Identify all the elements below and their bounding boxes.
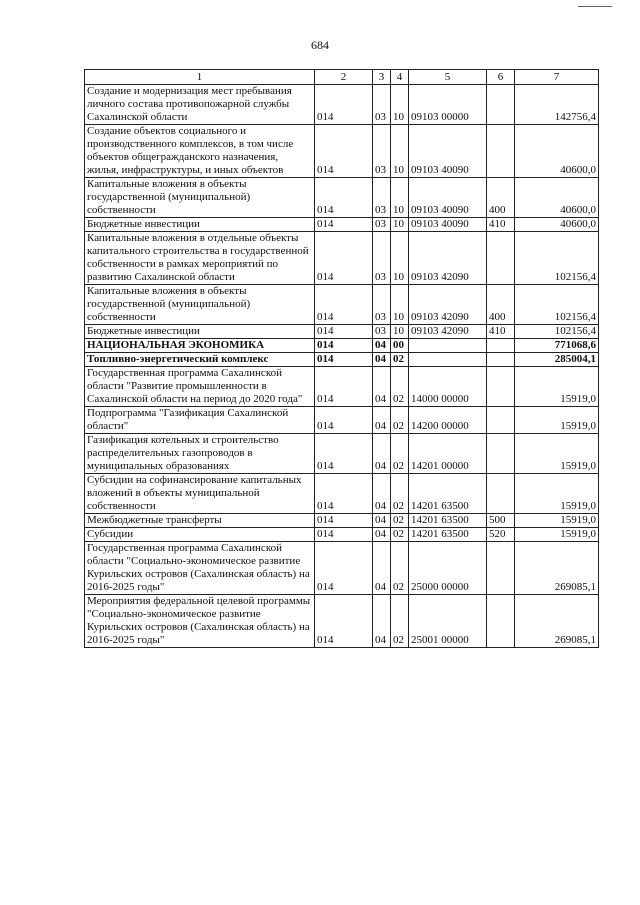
table-row	[85, 325, 599, 339]
row-code-target: 14201 63500	[409, 474, 487, 514]
row-name: Межбюджетные трансферты	[85, 514, 315, 528]
row-code-target: 25001 00000	[409, 595, 487, 648]
row-code-subsection: 10	[391, 125, 409, 178]
row-code-type: 400	[487, 285, 515, 325]
row-code-type: 410	[487, 325, 515, 339]
row-code-admin: 014	[315, 474, 373, 514]
row-code-admin: 014	[315, 85, 373, 125]
row-code-section: 04	[373, 595, 391, 648]
row-code-target: 09103 00000	[409, 85, 487, 125]
row-code-subsection: 10	[391, 178, 409, 218]
table-row	[85, 339, 599, 353]
row-code-subsection: 10	[391, 325, 409, 339]
row-name: НАЦИОНАЛЬНАЯ ЭКОНОМИКА	[85, 339, 315, 353]
row-code-admin: 014	[315, 407, 373, 434]
row-code-section: 03	[373, 232, 391, 285]
row-code-target: 25000 00000	[409, 542, 487, 595]
row-code-admin: 014	[315, 339, 373, 353]
row-code-admin: 014	[315, 514, 373, 528]
row-code-type	[487, 595, 515, 648]
row-code-type	[487, 125, 515, 178]
row-name: Субсидии	[85, 528, 315, 542]
row-code-section: 03	[373, 285, 391, 325]
row-name: Бюджетные инвестиции	[85, 218, 315, 232]
row-code-admin: 014	[315, 178, 373, 218]
table-row	[85, 85, 599, 125]
row-name: Топливно-энергетический комплекс	[85, 353, 315, 367]
row-code-subsection: 02	[391, 407, 409, 434]
row-name: Государственная программа Сахалинской области "Социально-экономическое развитие Курильских островов (Сахалинская область) на 2016-2025 годы"	[85, 542, 315, 595]
row-name: Государственная программа Сахалинской области "Развитие промышленности в Сахалинской области на период до 2020 года"	[85, 367, 315, 407]
row-code-target: 09103 42090	[409, 232, 487, 285]
row-code-section: 03	[373, 85, 391, 125]
table-row	[85, 218, 599, 232]
row-code-subsection: 02	[391, 514, 409, 528]
row-code-subsection: 02	[391, 367, 409, 407]
row-code-subsection: 10	[391, 218, 409, 232]
row-code-subsection: 00	[391, 339, 409, 353]
table-row	[85, 595, 599, 648]
row-code-admin: 014	[315, 125, 373, 178]
row-code-section: 03	[373, 125, 391, 178]
col-header-7: 7	[515, 70, 599, 85]
row-code-target: 14201 63500	[409, 514, 487, 528]
row-code-type: 400	[487, 178, 515, 218]
row-name: Субсидии на софинансирование капитальных вложений в объекты муниципальной собственности	[85, 474, 315, 514]
budget-table	[84, 69, 599, 648]
table-row	[85, 542, 599, 595]
table-row	[85, 514, 599, 528]
row-code-type	[487, 474, 515, 514]
table-row	[85, 434, 599, 474]
table-row	[85, 528, 599, 542]
row-code-admin: 014	[315, 232, 373, 285]
row-code-target: 14000 00000	[409, 367, 487, 407]
row-code-admin: 014	[315, 367, 373, 407]
table-row	[85, 285, 599, 325]
row-code-target: 09103 40090	[409, 218, 487, 232]
row-code-admin: 014	[315, 434, 373, 474]
row-code-admin: 014	[315, 542, 373, 595]
row-code-subsection: 10	[391, 285, 409, 325]
row-amount: 15919,0	[515, 474, 599, 514]
row-amount: 40600,0	[515, 218, 599, 232]
row-code-section: 03	[373, 325, 391, 339]
row-code-subsection: 02	[391, 542, 409, 595]
col-header-4: 4	[391, 70, 409, 85]
row-code-admin: 014	[315, 325, 373, 339]
row-code-section: 04	[373, 434, 391, 474]
row-code-section: 04	[373, 542, 391, 595]
row-code-section: 04	[373, 339, 391, 353]
row-code-target: 09103 40090	[409, 125, 487, 178]
row-code-target: 09103 42090	[409, 285, 487, 325]
row-name: Мероприятия федеральной целевой программы "Социально-экономическое развитие Курильских островов (Сахалинская область) на 2016-2025 годы"	[85, 595, 315, 648]
row-amount: 269085,1	[515, 542, 599, 595]
row-code-type: 500	[487, 514, 515, 528]
row-amount: 142756,4	[515, 85, 599, 125]
row-amount: 15919,0	[515, 514, 599, 528]
row-amount: 15919,0	[515, 367, 599, 407]
row-code-subsection: 02	[391, 595, 409, 648]
row-code-admin: 014	[315, 528, 373, 542]
row-code-type	[487, 407, 515, 434]
row-code-admin: 014	[315, 595, 373, 648]
row-code-subsection: 02	[391, 353, 409, 367]
table-row	[85, 232, 599, 285]
row-code-target: 09103 42090	[409, 325, 487, 339]
col-header-1: 1	[85, 70, 315, 85]
table-row	[85, 474, 599, 514]
row-name: Бюджетные инвестиции	[85, 325, 315, 339]
row-amount: 15919,0	[515, 528, 599, 542]
page-number: 684	[311, 38, 329, 52]
row-code-admin: 014	[315, 285, 373, 325]
row-name: Капитальные вложения в объекты государственной (муниципальной) собственности	[85, 178, 315, 218]
row-name: Создание объектов социального и производственного комплексов, в том числе объектов общегражданского назначения, жилья, инфраструктуры, и иных объектов	[85, 125, 315, 178]
row-code-section: 04	[373, 407, 391, 434]
row-code-subsection: 02	[391, 474, 409, 514]
row-code-type: 410	[487, 218, 515, 232]
row-code-admin: 014	[315, 353, 373, 367]
row-code-target: 14201 00000	[409, 434, 487, 474]
row-code-type	[487, 434, 515, 474]
row-code-section: 04	[373, 514, 391, 528]
row-code-type	[487, 367, 515, 407]
row-code-subsection: 02	[391, 434, 409, 474]
row-code-target	[409, 353, 487, 367]
row-amount: 102156,4	[515, 285, 599, 325]
row-name: Капитальные вложения в объекты государственной (муниципальной) собственности	[85, 285, 315, 325]
col-header-6: 6	[487, 70, 515, 85]
row-code-type: 520	[487, 528, 515, 542]
row-code-target: 09103 40090	[409, 178, 487, 218]
row-code-target: 14201 63500	[409, 528, 487, 542]
row-code-target: 14200 00000	[409, 407, 487, 434]
row-name: Создание и модернизация мест пребывания личного состава противопожарной службы Сахалинской области	[85, 85, 315, 125]
row-amount: 40600,0	[515, 178, 599, 218]
table-row	[85, 407, 599, 434]
row-amount: 102156,4	[515, 232, 599, 285]
table-row	[85, 178, 599, 218]
table-row	[85, 367, 599, 407]
row-code-subsection: 10	[391, 232, 409, 285]
table-row	[85, 353, 599, 367]
row-code-section: 04	[373, 528, 391, 542]
row-code-target	[409, 339, 487, 353]
row-amount: 102156,4	[515, 325, 599, 339]
row-code-type	[487, 85, 515, 125]
row-code-section: 04	[373, 367, 391, 407]
row-code-subsection: 02	[391, 528, 409, 542]
row-code-section: 04	[373, 474, 391, 514]
row-code-type	[487, 353, 515, 367]
row-code-admin: 014	[315, 218, 373, 232]
table-row	[85, 125, 599, 178]
row-code-section: 03	[373, 178, 391, 218]
row-amount: 771068,6	[515, 339, 599, 353]
row-amount: 15919,0	[515, 407, 599, 434]
row-code-section: 03	[373, 218, 391, 232]
row-amount: 15919,0	[515, 434, 599, 474]
row-amount: 40600,0	[515, 125, 599, 178]
col-header-5: 5	[409, 70, 487, 85]
row-code-type	[487, 232, 515, 285]
row-name: Капитальные вложения в отдельные объекты капитального строительства в государственной собственности в рамках мероприятий по развитию Сахалинской области	[85, 232, 315, 285]
row-name: Подпрограмма "Газификация Сахалинской области"	[85, 407, 315, 434]
col-header-2: 2	[315, 70, 373, 85]
row-name: Газификация котельных и строительство распределительных газопроводов в муниципальных образованиях	[85, 434, 315, 474]
col-header-3: 3	[373, 70, 391, 85]
header-row	[85, 70, 599, 85]
row-code-section: 04	[373, 353, 391, 367]
corner-line	[578, 6, 612, 7]
row-amount: 269085,1	[515, 595, 599, 648]
row-code-type	[487, 339, 515, 353]
row-code-subsection: 10	[391, 85, 409, 125]
row-code-type	[487, 542, 515, 595]
row-amount: 285004,1	[515, 353, 599, 367]
